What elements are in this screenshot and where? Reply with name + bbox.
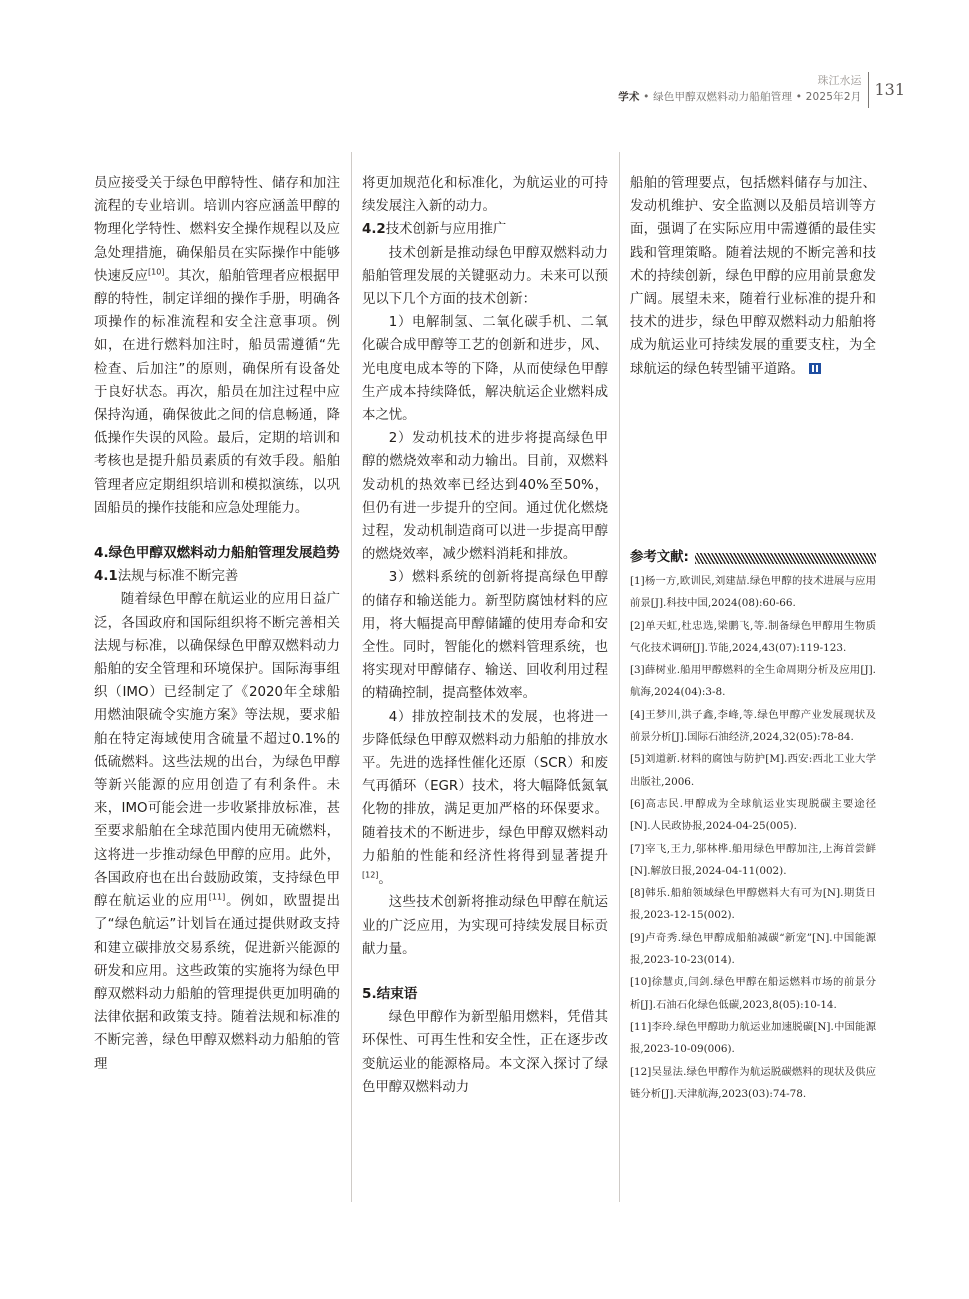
subsection-title: 技术创新与应用推广 — [385, 222, 507, 238]
reference-item: [12]吴显法.绿色甲醇作为航运脱碳燃料的现状及供应链分析[J].天津航海,2023(03):74-78. — [630, 1065, 876, 1100]
paragraph: 技术创新是推动绿色甲醇双燃料动力船舶管理发展的关键驱动力。未来可以预见以下几个方面的技术创新： — [362, 245, 608, 308]
reference-item: [1]杨一方,欧训民,刘建喆.绿色甲醇的技术进展与应用前景[J].科技中国,2024(08):60-66. — [630, 575, 876, 610]
journal-name: 珠江水运 — [817, 74, 862, 87]
reference-item: [3]薛树业.船用甲醇燃料的全生命周期分析及应用[J].航海,2024(04):3-8. — [630, 664, 876, 699]
running-title-text: 绿色甲醇双燃料动力船舶管理 — [653, 91, 793, 103]
references-title: 参考文献: — [630, 550, 689, 565]
reference-item: [9]卢奇秀.绿色甲醇成船舶减碳“新宠”[N].中国能源报,2023-10-23(014). — [630, 931, 876, 967]
list-item — [362, 706, 608, 892]
subsection-heading-4-1 — [94, 565, 340, 588]
references-list — [630, 570, 876, 1105]
reference-item: [4]王梦川,洪子鑫,李峰,等.绿色甲醇产业发展现状及前景分析[J].国际石油经济,2024,32(05):78-84. — [630, 708, 876, 744]
column-1 — [94, 172, 340, 1076]
paragraph — [94, 172, 340, 520]
running-title: 学术 • 绿色甲醇双燃料动力船舶管理 • 2025年2月 — [618, 91, 862, 103]
list-item: 2）发动机技术的进步将提高绿色甲醇的燃烧效率和动力输出。目前，双燃料发动机的热效率已经达到40%至50%，但仍有进一步提升的空间。通过优化燃烧过程，发动机制造商可以进一步提高甲醇的燃烧效率，减少燃料消耗和排放。 — [362, 431, 608, 563]
column-2 — [362, 172, 608, 1099]
text-run: 4）排放控制技术的发展，也将进一步降低绿色甲醇双燃料动力船舶的排放水平。先进的选择性催化还原（SCR）和废气再循环（EGR）技术，将大幅降低氮氧化物的排放，满足更加严格的环保要求。随着技术的不断进步，绿色甲醇双燃料动力船舶的性能和经济性将得到显著提升 — [362, 709, 608, 864]
hatched-bar-decoration — [695, 553, 876, 564]
paragraph — [94, 588, 340, 1075]
list-item: 3）燃料系统的创新将提高绿色甲醇的储存和输送能力。新型防腐蚀材料的应用，将大幅提高甲醇储罐的使用寿命和安全性。同时，智能化的燃料管理系统，也将实现对甲醇储存、输送、回收利用过程的精确控制，提高整体效率。 — [362, 570, 608, 702]
reference-item: [8]韩乐.船舶领域绿色甲醇燃料大有可为[N].期货日报,2023-12-15(002). — [630, 887, 876, 922]
section-heading-4: 4.绿色甲醇双燃料动力船舶管理发展趋势 — [94, 545, 340, 562]
text-run: 员应接受关于绿色甲醇特性、储存和加注流程的专业培训。培训内容应涵盖甲醇的物理化学特性、燃料安全操作规程以及应急处理措施，确保船员在实际操作中能够快速反应 — [94, 176, 340, 284]
reference-item: [6]高志民.甲醇成为全球航运业实现脱碳主要途径[N].人民政协报,2024-04-25(005). — [630, 797, 876, 833]
text-run: 。其次，船舶管理者应根据甲醇的特性，制定详细的操作手册，明确各项操作的标准流程和安全注意事项。例如，在进行燃料加注时，船员需遵循“先检查、后加注”的原则，确保所有设备处于良好状态。再次，船员在加注过程中应保持沟通，确保彼此之间的信息畅通，降低操作失误的风险。最后，定期的培训和考核也是提升船员素质的有效手段。船舶管理者应定期组织培训和模拟演练，以巩固船员的操作技能和应急处理能力。 — [94, 268, 341, 516]
subsection-number: 4.1 — [94, 569, 118, 585]
section-heading-5: 5.结束语 — [362, 985, 418, 1002]
section-label: 学术 — [618, 91, 640, 103]
text-run: 随着绿色甲醇在航运业的应用日益广泛，各国政府和国际组织将不断完善相关法规与标准，以确保绿色甲醇双燃料动力船舶的安全管理和环境保护。国际海事组织（IMO）已经制定了《2020年全球船用燃油限硫令实施方案》等法规，要求船舶在特定海域使用含硫量不超过0.1%的低硫燃料。这些法规的出台，为绿色甲醇等新兴能源的应用创造了有利条件。未来，IMO可能会进一步收紧排放标准，甚至要求船舶在全球范围内使用无硫燃料，这将进一步推动绿色甲醇的应用。此外，各国政府也在出台鼓励政策，支持绿色甲醇在航运业的应用 — [94, 592, 340, 910]
references-header — [630, 549, 876, 567]
paragraph: 这些技术创新将推动绿色甲醇在航运业的广泛应用，为实现可持续发展目标贡献力量。 — [362, 895, 608, 957]
reference-item: [7]宰飞,王力,邬林桦.船用绿色甲醇加注,上海首尝鲜[N].解放日报,2024-04-11(002). — [630, 842, 876, 877]
column-3 — [630, 172, 876, 381]
reference-item: [10]徐慧贞,闫剑.绿色甲醇在船运燃料市场的前景分析[J].石油石化绿色低碳,2023,8(05):10-14. — [630, 976, 876, 1011]
subsection-number: 4.2 — [362, 222, 386, 238]
header-text — [618, 72, 868, 108]
text-run: 。例如，欧盟提出了“绿色航运”计划旨在通过提供财政支持和建立碳排放交易系统，促进新兴能源的研发和应用。这些政策的实施将为绿色甲醇双燃料动力船舶的管理提供更加明确的法律依据和政策支持。随着法规和标准的不断完善，绿色甲醇双燃料动力船舶的管理 — [94, 894, 341, 1072]
page-number: 131 — [874, 80, 905, 99]
paragraph: 将更加规范化和标准化，为航运业的可持续发展注入新的动力。 — [362, 176, 608, 215]
citation: [11] — [208, 892, 226, 902]
reference-item: [2]单天虹,杜忠选,梁鹏飞,等.制备绿色甲醇用生物质气化技术调研[J].节能,2024,43(07):119-123. — [630, 619, 876, 654]
reference-item: [5]刘道新.材料的腐蚀与防护[M].西安:西北工业大学出版社,2006. — [630, 753, 876, 788]
citation: [10] — [148, 267, 165, 277]
end-mark-icon — [809, 363, 821, 374]
text-run: 。 — [378, 872, 392, 888]
text-run: 船舶的管理要点，包括燃料储存与加注、发动机维护、安全监测以及船员培训等方面，强调了在实际应用中需遵循的最佳实践和管理策略。随着法规的不断完善和技术的持续创新，绿色甲醇的应用前景愈发广阔。展望未来，随着行业标准的提升和技术的进步，绿色甲醇双燃料动力船舶将成为航运业可持续发展的重要支柱，为全球航运的绿色转型铺平道路。 — [630, 176, 876, 377]
paragraph — [630, 172, 876, 381]
column-divider — [351, 152, 352, 1202]
list-item: 1）电解制氢、二氧化碳手机、二氧化碳合成甲醇等工艺的创新和进步，风、光电度电成本等的下降，从而使绿色甲醇生产成本持续降低，解决航运企业燃料成本之忧。 — [362, 315, 608, 424]
subsection-title: 法规与标准不断完善 — [117, 569, 239, 585]
paragraph: 绿色甲醇作为新型船用燃料，凭借其环保性、可再生性和安全性，正在逐步改变航运业的能源格局。本文深入探讨了绿色甲醇双燃料动力 — [362, 1010, 608, 1095]
page-header — [618, 72, 905, 108]
column-divider — [619, 152, 620, 1202]
subsection-heading-4-2 — [362, 218, 608, 241]
reference-item: [11]李玲.绿色甲醇助力航运业加速脱碳[N].中国能源报,2023-10-09(006). — [630, 1020, 876, 1056]
issue-date: 2025年2月 — [805, 91, 862, 103]
citation: [12] — [362, 870, 379, 880]
